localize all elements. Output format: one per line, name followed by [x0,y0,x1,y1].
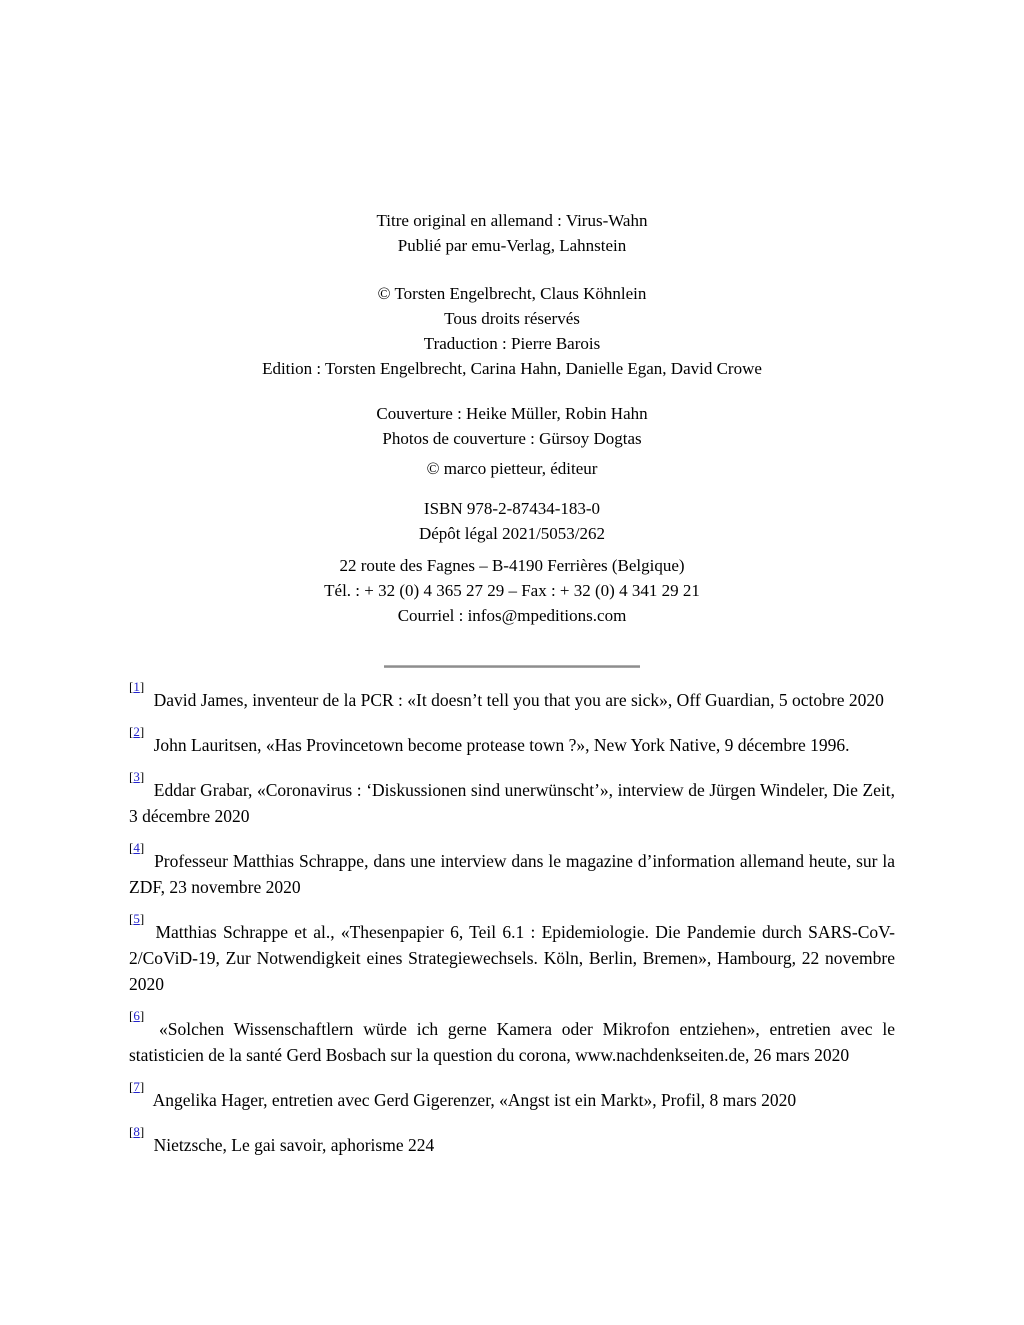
footnote-text: «Solchen Wissenschaftlern würde ich gerne Kamera oder Mikrofon entziehen», entretien avec le statisticien de la santé Gerd Bosbach sur la question du corona, www.nachdenkseiten.de, 26 mars 2020 [129,1019,896,1065]
colophon-line: Traduction : Pierre Barois [423,334,601,353]
footnote-7 [129,1079,895,1113]
colophon-line: Titre original en allemand : Virus-Wahn [376,211,648,230]
footnote-text: Eddar Grabar, «Coronavirus : ‘Diskussionen sind unerwünscht’», interview de Jürgen Windeler, Die Zeit, 3 décembre 2020 [129,780,895,826]
footnote-marker [129,1124,144,1139]
colophon-line: ISBN 978-2-87434-183-0 [423,499,601,518]
footnote-text: Nietzsche, Le gai savoir, aphorisme 224 [153,1135,435,1155]
bracket-open: [ [129,724,134,740]
footnote-ref-link[interactable]: 3 [133,769,140,785]
footnote-text: Matthias Schrappe et al., «Thesenpapier 6, Teil 6.1 : Epidemiologie. Die Pandemie durch SARS-CoV-2/CoViD-19, Zur Notwendigkeit eines Strategiewechsels. Köln, Berlin, Bremen», Hambourg, 22 novembre 2020 [129,922,896,994]
footnote-ref-link[interactable]: 6 [133,1008,140,1024]
colophon-line: © Torsten Engelbrecht, Claus Köhnlein [377,284,647,303]
footnote-6 [129,1008,896,1068]
colophon-paragraph-address [129,553,895,628]
bracket-close: ] [139,1008,145,1024]
bracket-close: ] [139,769,145,785]
colophon-line: Photos de couverture : Gürsoy Dogtas [382,429,642,448]
colophon-line: Couverture : Heike Müller, Robin Hahn [376,404,648,423]
colophon-line: Tél. : + 32 (0) 4 365 27 29 – Fax : + 32 (0) 4 341 29 21 [324,581,700,600]
footnote-3 [129,769,895,829]
footnote-8 [129,1124,895,1158]
footnote-marker [129,840,144,855]
footnote-ref-link[interactable]: 1 [133,679,140,695]
bracket-open: [ [129,840,134,856]
colophon-paragraph-cover [129,401,895,451]
footnote-ref-link[interactable]: 2 [133,724,140,740]
footnote-ref-link[interactable]: 8 [133,1124,140,1140]
footnote-5 [129,911,896,997]
footnote-ref-link[interactable]: 5 [133,911,140,927]
footnote-marker [129,679,144,694]
bracket-open: [ [129,911,134,927]
bracket-open: [ [129,769,134,785]
footnote-marker [129,1008,144,1023]
bracket-open: [ [129,1124,134,1140]
colophon-line: 22 route des Fagnes – B-4190 Ferrières (Belgique) [339,556,685,575]
footnote-text: David James, inventeur de la PCR : «It doesn’t tell you that you are sick», Off Guardian, 5 octobre 2020 [153,690,884,710]
colophon-line: Edition : Torsten Engelbrecht, Carina Hahn, Danielle Egan, David Crowe [262,359,762,378]
footnote-1 [129,679,895,713]
colophon-line: © marco pietteur, éditeur [426,459,598,478]
colophon-paragraph-isbn [129,496,895,546]
footnote-marker [129,769,144,784]
footnote-marker [129,1079,144,1094]
footnote-marker [129,724,144,739]
bracket-close: ] [139,724,145,740]
colophon-block [129,208,895,628]
bracket-open: [ [129,679,134,695]
colophon-line: Courriel : infos@mpeditions.com [397,606,627,625]
footnote-ref-link[interactable]: 4 [133,840,140,856]
bracket-open: [ [129,1008,134,1024]
bracket-open: [ [129,1079,134,1095]
footnote-2 [129,724,895,758]
colophon-paragraph-publisher [129,456,895,481]
bracket-close: ] [139,679,145,695]
colophon-paragraph-copyright [129,281,895,381]
colophon-line: Publié par emu-Verlag, Lahnstein [397,236,627,255]
footnotes-section [129,679,896,1158]
footnote-ref-link[interactable]: 7 [133,1079,140,1095]
bracket-close: ] [139,840,145,856]
bracket-close: ] [139,1124,145,1140]
section-divider [384,665,640,668]
footnote-4 [129,840,895,900]
colophon-line: Dépôt légal 2021/5053/262 [418,524,606,543]
footnote-text: Angelika Hager, entretien avec Gerd Gigerenzer, «Angst ist ein Markt», Profil, 8 mars 2020 [152,1090,797,1110]
bracket-close: ] [139,1079,145,1095]
footnote-marker [129,911,144,926]
footnote-text: John Lauritsen, «Has Provincetown become protease town ?», New York Native, 9 décembre 1996. [153,735,850,755]
bracket-close: ] [139,911,145,927]
footnote-text: Professeur Matthias Schrappe, dans une interview dans le magazine d’information allemand heute, sur la ZDF, 23 novembre 2020 [129,851,895,897]
colophon-paragraph-title [129,208,895,258]
colophon-line: Tous droits réservés [444,309,580,328]
